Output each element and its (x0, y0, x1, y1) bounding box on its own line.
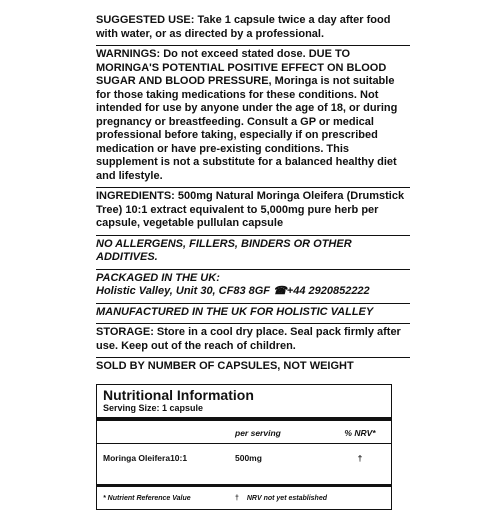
nutrient-name: Moringa Oleifera10:1 (103, 452, 235, 466)
storage-instructions: STORAGE: Store in a cool dry place. Seal pack firmly after use. Keep out of the reach of children. (96, 324, 410, 358)
nutrition-title: Nutritional Information (97, 385, 391, 403)
allergens-statement: NO ALLERGENS, FILLERS, BINDERS OR OTHER ADDITIVES. (96, 236, 410, 270)
nutrition-header-row (97, 421, 391, 445)
dagger-symbol: † (235, 495, 245, 502)
nutrition-panel (96, 384, 392, 510)
packaged-address: Holistic Valley, Unit 30, CF83 8GF ☎+44 2920852222 (96, 285, 410, 299)
header-nrv: % NRV* (335, 427, 385, 441)
supplement-label (96, 12, 410, 510)
manufactured-statement: MANUFACTURED IN THE UK FOR HOLISTIC VALLEY (96, 304, 410, 325)
sold-by-statement: SOLD BY NUMBER OF CAPSULES, NOT WEIGHT (96, 358, 410, 378)
nutrient-amount: 500mg (235, 452, 335, 466)
packaged-heading: PACKAGED IN THE UK: (96, 272, 410, 286)
nutrient-nrv: † (335, 452, 385, 466)
nutrition-footnotes (97, 487, 391, 510)
suggested-use: SUGGESTED USE: Take 1 capsule twice a day after food with water, or as directed by a professional. (96, 12, 410, 46)
packaged-info (96, 270, 410, 304)
header-per-serving: per serving (235, 427, 335, 441)
ingredients: INGREDIENTS: 500mg Natural Moringa Oleifera (Drumstick Tree) 10:1 extract equivalent to 5,000mg pure herb per capsule, vegetable pullulan capsule (96, 188, 410, 236)
header-spacer (103, 427, 235, 441)
serving-size: Serving Size: 1 capsule (97, 403, 391, 421)
footnote-dagger (235, 492, 385, 506)
dagger-text: NRV not yet established (247, 495, 327, 502)
nutrition-row (97, 444, 391, 487)
footnote-nrv: * Nutrient Reference Value (103, 492, 235, 506)
warnings: WARNINGS: Do not exceed stated dose. DUE TO MORINGA'S POTENTIAL POSITIVE EFFECT ON BLOOD SUGAR AND BLOOD PRESSURE, Moringa is not suitable for those taking medications for these conditions. Not intended for use by anyone under the age of 18, or during pregnancy or breastfeeding. Consult a GP or medical professional before taking, especially if on prescribed medication or have pre-existing conditions. This supplement is not a substitute for a balanced healthy diet and lifestyle. (96, 46, 410, 188)
